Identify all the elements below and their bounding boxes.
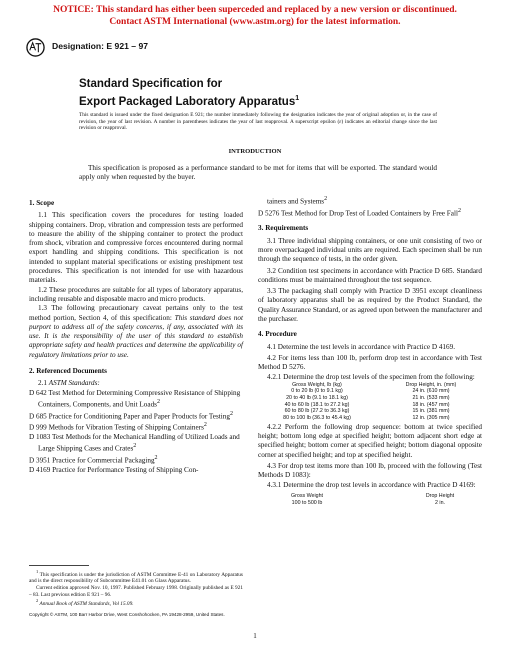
para-3-1: 3.1 Three individual shipping containers, or one unit consisting of two or more overpackaged individual units are required. Each specimen shall be run through the sequence of tests, in the order given. bbox=[258, 236, 482, 264]
footnotes bbox=[29, 569, 243, 608]
section-4-heading: 4. Procedure bbox=[258, 330, 297, 339]
table-cell: 21 in. (533 mm) bbox=[412, 395, 450, 402]
footnote-mark: 2 bbox=[457, 207, 461, 214]
ref-d685-text: D 685 Practice for Conditioning Paper and Paper Products for Testing bbox=[29, 412, 230, 421]
footnote-mark: 2 bbox=[154, 454, 158, 461]
section-1-heading: 1. Scope bbox=[29, 199, 55, 207]
introduction-heading: INTRODUCTION bbox=[228, 148, 282, 155]
table-header-height: Drop Height, in. (mm) bbox=[405, 381, 457, 388]
ref-d999 bbox=[29, 421, 243, 433]
safety-caveat: This standard does not purport to address all of the safety concerns, if any, associated with its use. It is the responsibility of the user of this standard to establish appropriate safety and health practices and determine the applicability of regulatory limitations prior to use. bbox=[29, 313, 243, 359]
para-2-1-num: 2.1 bbox=[38, 379, 47, 388]
astm-logo-icon bbox=[26, 38, 45, 57]
supersession-notice bbox=[0, 4, 510, 28]
footnote-1-mark: 1 bbox=[36, 569, 39, 574]
footnote-2-mark: 2 bbox=[36, 598, 39, 604]
notice-line-1: NOTICE: This standard has either been superceded and replaced by a new version or discontinued. bbox=[53, 5, 457, 15]
table-cell: 60 to 80 lb (27.2 to 36.3 kg) bbox=[284, 408, 350, 415]
table-cell: 20 to 40 lb (9.1 to 18.1 kg) bbox=[286, 395, 348, 402]
ref-d4169-continued bbox=[258, 195, 482, 207]
footnote-1-text: This specification is under the jurisdiction of ASTM Committee E-41 on Laboratory Apparatus and is the direct responsibility of Subcommittee E41.01 on Glass Apparatus. bbox=[29, 571, 243, 585]
table-cell: 0 to 20 lb (0 to 9.1 kg) bbox=[291, 388, 343, 395]
ref-d5276-text: D 5276 Test Method for Drop Test of Loaded Containers by Free Fall bbox=[258, 209, 458, 218]
ref-d3951 bbox=[29, 454, 243, 466]
para-3-2: 3.2 Condition test specimens in accordance with Practice D 685. Standard conditions must be maintained throughout the test sequence. bbox=[258, 266, 482, 284]
ref-d4169: D 4169 Practice for Performance Testing of Shipping Con- bbox=[29, 465, 199, 474]
para-1-3 bbox=[29, 304, 243, 360]
section-2-heading: 2. Referenced Documents bbox=[29, 367, 107, 376]
table-cell: 18 in. (457 mm) bbox=[412, 401, 450, 408]
footnote-mark: 2 bbox=[133, 443, 137, 450]
footnote-1 bbox=[29, 569, 243, 585]
para-2-1 bbox=[29, 379, 243, 388]
title-footnote-mark: 1 bbox=[295, 94, 300, 102]
page-number: 1 bbox=[253, 632, 257, 640]
footnote-mark: 2 bbox=[203, 422, 207, 429]
right-column bbox=[258, 195, 482, 507]
large-item-drop-table bbox=[258, 493, 482, 507]
ref-continued-text: tainers and Systems bbox=[267, 197, 325, 206]
ref-d1083-text: D 1083 Test Methods for the Mechanical Handling of Utilized Loads and Large Shipping Cases and Crates bbox=[29, 433, 240, 453]
footnote-mark: 2 bbox=[229, 410, 233, 417]
footnote-rule bbox=[29, 565, 89, 566]
title-line-2: Export Packaged Laboratory Apparatus bbox=[79, 95, 296, 108]
left-column bbox=[29, 199, 243, 475]
table-header-weight: Gross Weight bbox=[291, 492, 323, 499]
para-4-3-1: 4.3.1 Determine the drop test levels in accordance with Practice D 4169: bbox=[267, 480, 476, 489]
para-4-3: 4.3 For drop test items more than 100 lb, proceed with the following (Test Methods D 1083): bbox=[258, 462, 482, 480]
footnote-mark: 2 bbox=[156, 398, 160, 405]
footnote-1b: Current edition approved Nov. 10, 1997. Published February 1998. Originally published as E 921 – 83. Last previous edition E 921 – 96. bbox=[29, 584, 243, 598]
table-cell: 24 in. (610 mm) bbox=[412, 388, 450, 395]
table-cell: 40 to 60 lb (18.1 to 27.2 kg) bbox=[284, 401, 350, 408]
para-4-2-1: 4.2.1 Determine the drop test levels of the specimen from the following: bbox=[267, 372, 475, 381]
ref-d3951-text: D 3951 Practice for Commercial Packaging bbox=[29, 456, 155, 465]
para-4-1: 4.1 Determine the test levels in accordance with Practice D 4169. bbox=[267, 342, 456, 351]
footnote-mark: 2 bbox=[324, 196, 328, 202]
issued-note: This standard is issued under the fixed designation E 921; the number immediately following the designation indicates the year of original adoption or, in the case of revision, the year of last revision. A number in parentheses indicates the year of last reapproval. A superscript epsilon (ε) indicates an editorial change since the last revision or reapproval. bbox=[79, 112, 437, 132]
para-4-2-2: 4.2.2 Perform the following drop sequence: bottom at twice specified height; bottom long edge at specified height; bottom adjacent short edge at specified height; bottom corner at specified height; bottom diagonal opposite corner at specified height; and top at specified height. bbox=[258, 422, 482, 459]
para-4-2: 4.2 For items less than 100 lb, perform drop test in accordance with Test Method D 5276. bbox=[258, 353, 482, 372]
footnote-2 bbox=[29, 598, 243, 607]
ref-d5276 bbox=[258, 207, 482, 219]
ref-d685 bbox=[29, 410, 243, 422]
table-header-weight: Gross Weight, lb (kg) bbox=[292, 381, 342, 388]
designation: Designation: E 921 – 97 bbox=[52, 41, 148, 51]
table-cell: 15 in. (381 mm) bbox=[412, 408, 450, 415]
table-cell: 2 in. bbox=[434, 499, 445, 506]
ref-d642 bbox=[29, 389, 243, 410]
ref-d999-text: D 999 Methods for Vibration Testing of Shipping Containers bbox=[29, 423, 204, 432]
table-cell: 80 to 100 lb (36.3 to 45.4 kg) bbox=[283, 414, 351, 421]
para-1-1: 1.1 This specification covers the procedures for testing loaded shipping containers. Drop, vibration and compression tests are performed to measure the ability of the shipping container to protect the product from shock, vibration and compressive forces encountered during normal export handling and shipping conditions. This specification is not intended to supplant material specifications or existing preshipment test procedures. This specification is not intended for use with hazardous materials. bbox=[29, 211, 243, 285]
table-cell: 100 to 500 lb bbox=[291, 499, 323, 506]
section-3-heading: 3. Requirements bbox=[258, 224, 309, 233]
footnote-2-text: Annual Book of ASTM Standards, Vol 15.09. bbox=[39, 600, 134, 607]
para-3-3: 3.3 The packaging shall comply with Practice D 3951 except cleanliness of laboratory apparatus shall be as required by the Product Standard, the Quality Assurance Standard, or as agreed upon between the manufacturer and the purchaser. bbox=[258, 287, 482, 324]
para-1-3-text: 1.3 The following precautionary caveat pertains only to the test method portion, Section 4, of this specification: bbox=[29, 304, 243, 322]
ref-d642-text: D 642 Test Method for Determining Compressive Resistance of Shipping Containers, Components, and Unit Loads bbox=[29, 388, 241, 409]
title-line-1: Standard Specification for bbox=[79, 78, 223, 90]
table-cell: 12 in. (305 mm) bbox=[412, 414, 450, 421]
ref-d1083 bbox=[29, 433, 243, 454]
notice-line-2: Contact ASTM International (www.astm.org) for the latest information. bbox=[109, 17, 401, 27]
introduction-text: This specification is proposed as a performance standard to be met for items that will be exported. The standard would apply only when requested by the buyer. bbox=[79, 164, 437, 182]
para-1-2: 1.2 These procedures are suitable for all types of laboratory apparatus, including reusable and disposable macro and micro products. bbox=[29, 285, 243, 303]
astm-standards-label: ASTM Standards: bbox=[48, 379, 100, 388]
table-header-height: Drop Height bbox=[425, 492, 455, 499]
copyright-line: Copyright © ASTM, 100 Barr Harbor Drive, West Conshohocken, PA 19428-2959, United States. bbox=[29, 612, 225, 617]
document-title bbox=[79, 78, 299, 109]
drop-height-table bbox=[262, 382, 482, 423]
